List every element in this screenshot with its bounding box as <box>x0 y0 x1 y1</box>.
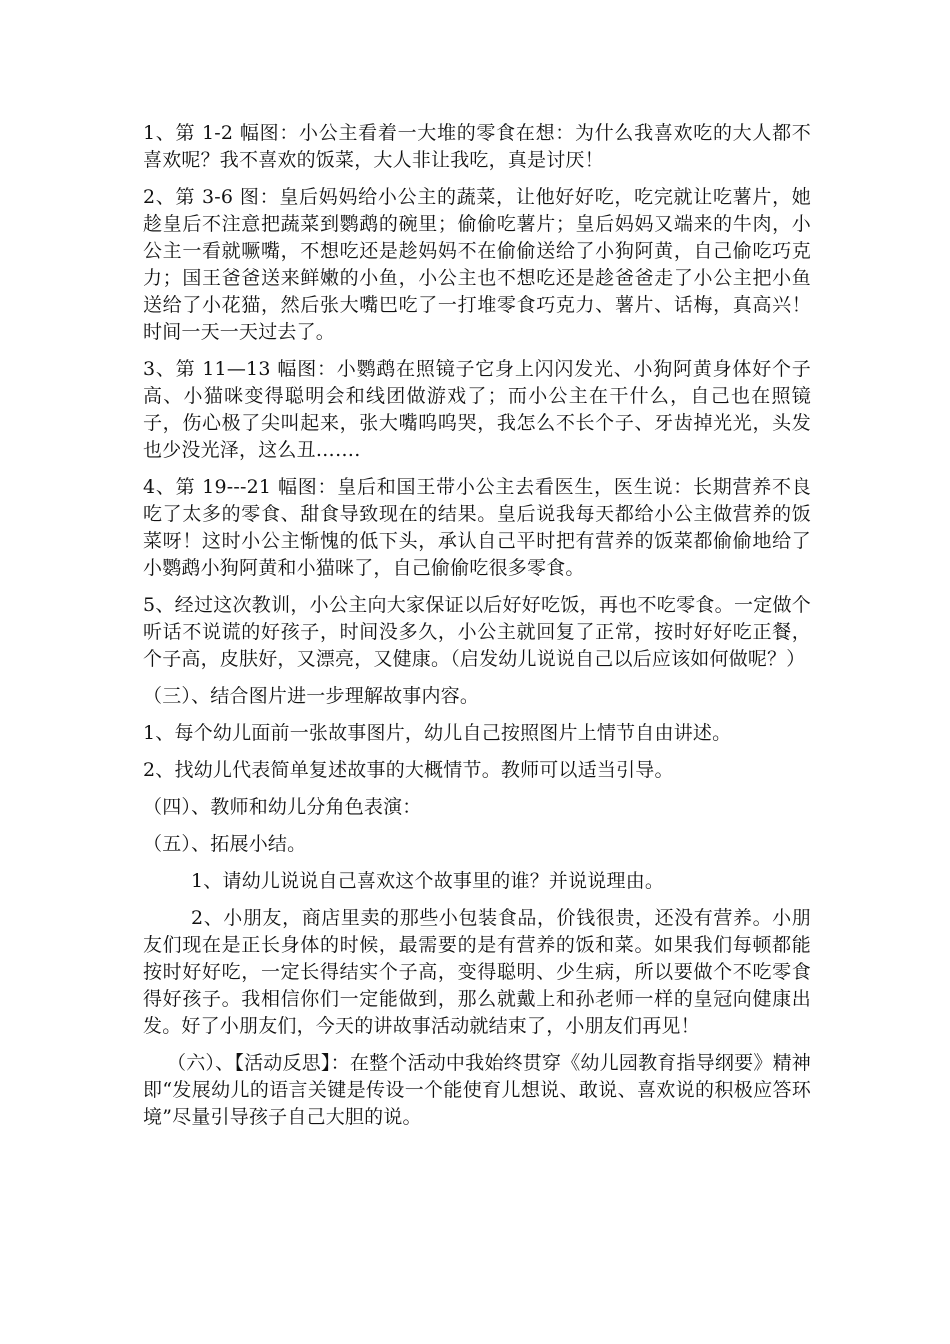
section-heading-3: （三）、结合图片进一步理解故事内容。 <box>143 685 480 707</box>
paragraph-1: 1、第 1-2 幅图：小公主看着一大堆的零食在想：为什么我喜欢吃的大人都不喜欢呢？我不喜欢的饭菜，大人非让我吃，真是讨厌！ <box>143 122 811 171</box>
paragraph-11: 1、请幼儿说说自己喜欢这个故事里的谁？并说说理由。 <box>191 870 665 892</box>
paragraph-2: 2、第 3-6 图：皇后妈妈给小公主的蔬菜，让他好好吃，吃完就让吃薯片，她趁皇后不注意把蔬菜到鹦鹉的碗里；偷偷吃薯片；皇后妈妈又端来的牛肉，小公主一看就噘嘴，不想吃还是趁妈妈不在偷偷送给了小狗阿黄，自己偷吃巧克力；国王爸爸送来鲜嫩的小鱼，小公主也不想吃还是趁爸爸走了小公主把小鱼送给了小花猫，然后张大嘴巴吃了一打堆零食巧克力、薯片、话梅，真高兴！时间一天一天过去了。 <box>143 186 811 343</box>
paragraph-8: 2、找幼儿代表简单复述故事的大概情节。教师可以适当引导。 <box>143 759 674 781</box>
paragraph-3: 3、第 11—13 幅图：小鹦鹉在照镜子它身上闪闪发光、小狗阿黄身体好个子高、小猫咪变得聪明会和线团做游戏了；而小公主在干什么，自己也在照镜子，伤心极了尖叫起来，张大嘴呜呜哭，我怎么不长个子、牙齿掉光光，头发也少没光泽，这么丑……. <box>143 358 811 461</box>
paragraph-5: 5、经过这次教训，小公主向大家保证以后好好吃饭，再也不吃零食。一定做个听话不说谎的好孩子，时间没多久，小公主就回复了正常，按时好好吃正餐，个子高，皮肤好，又漂亮，又健康。（启发幼儿说说自己以后应该如何做呢？） <box>143 594 811 670</box>
section-heading-5: （五）、拓展小结。 <box>143 833 307 855</box>
section-heading-4: （四）、教师和幼儿分角色表演： <box>143 796 422 818</box>
paragraph-7: 1、每个幼儿面前一张故事图片，幼儿自己按照图片上情节自由讲述。 <box>143 722 732 744</box>
paragraph-12: 2、小朋友，商店里卖的那些小包装食品，价钱很贵，还没有营养。小朋友们现在是正长身体的时候，最需要的是有营养的饭和菜。如果我们每顿都能按时好好吃，一定长得结实个子高，变得聪明、少生病，所以要做个不吃零食得好孩子。我相信你们一定能做到，那么就戴上和孙老师一样的皇冠向健康出发。好了小朋友们，今天的讲故事活动就结束了，小朋友们再见！ <box>143 907 811 1037</box>
section-heading-6: （六）、【活动反思】：在整个活动中我始终贯穿《幼儿园教育指导纲要》精神即“发展幼儿的语言关键是传设一个能使育儿想说、敢说、喜欢说的积极应答环境”尽量引导孩子自己大胆的说。 <box>143 1052 811 1128</box>
paragraph-4: 4、第 19---21 幅图：皇后和国王带小公主去看医生，医生说：长期营养不良吃了太多的零食、甜食导致现在的结果。皇后说我每天都给小公主做营养的饭菜呀！这时小公主惭愧的低下头，承认自己平时把有营养的饭菜都偷偷地给了小鹦鹉小狗阿黄和小猫咪了，自己偷偷吃很多零食。 <box>143 476 811 579</box>
document-body <box>143 120 811 1141</box>
